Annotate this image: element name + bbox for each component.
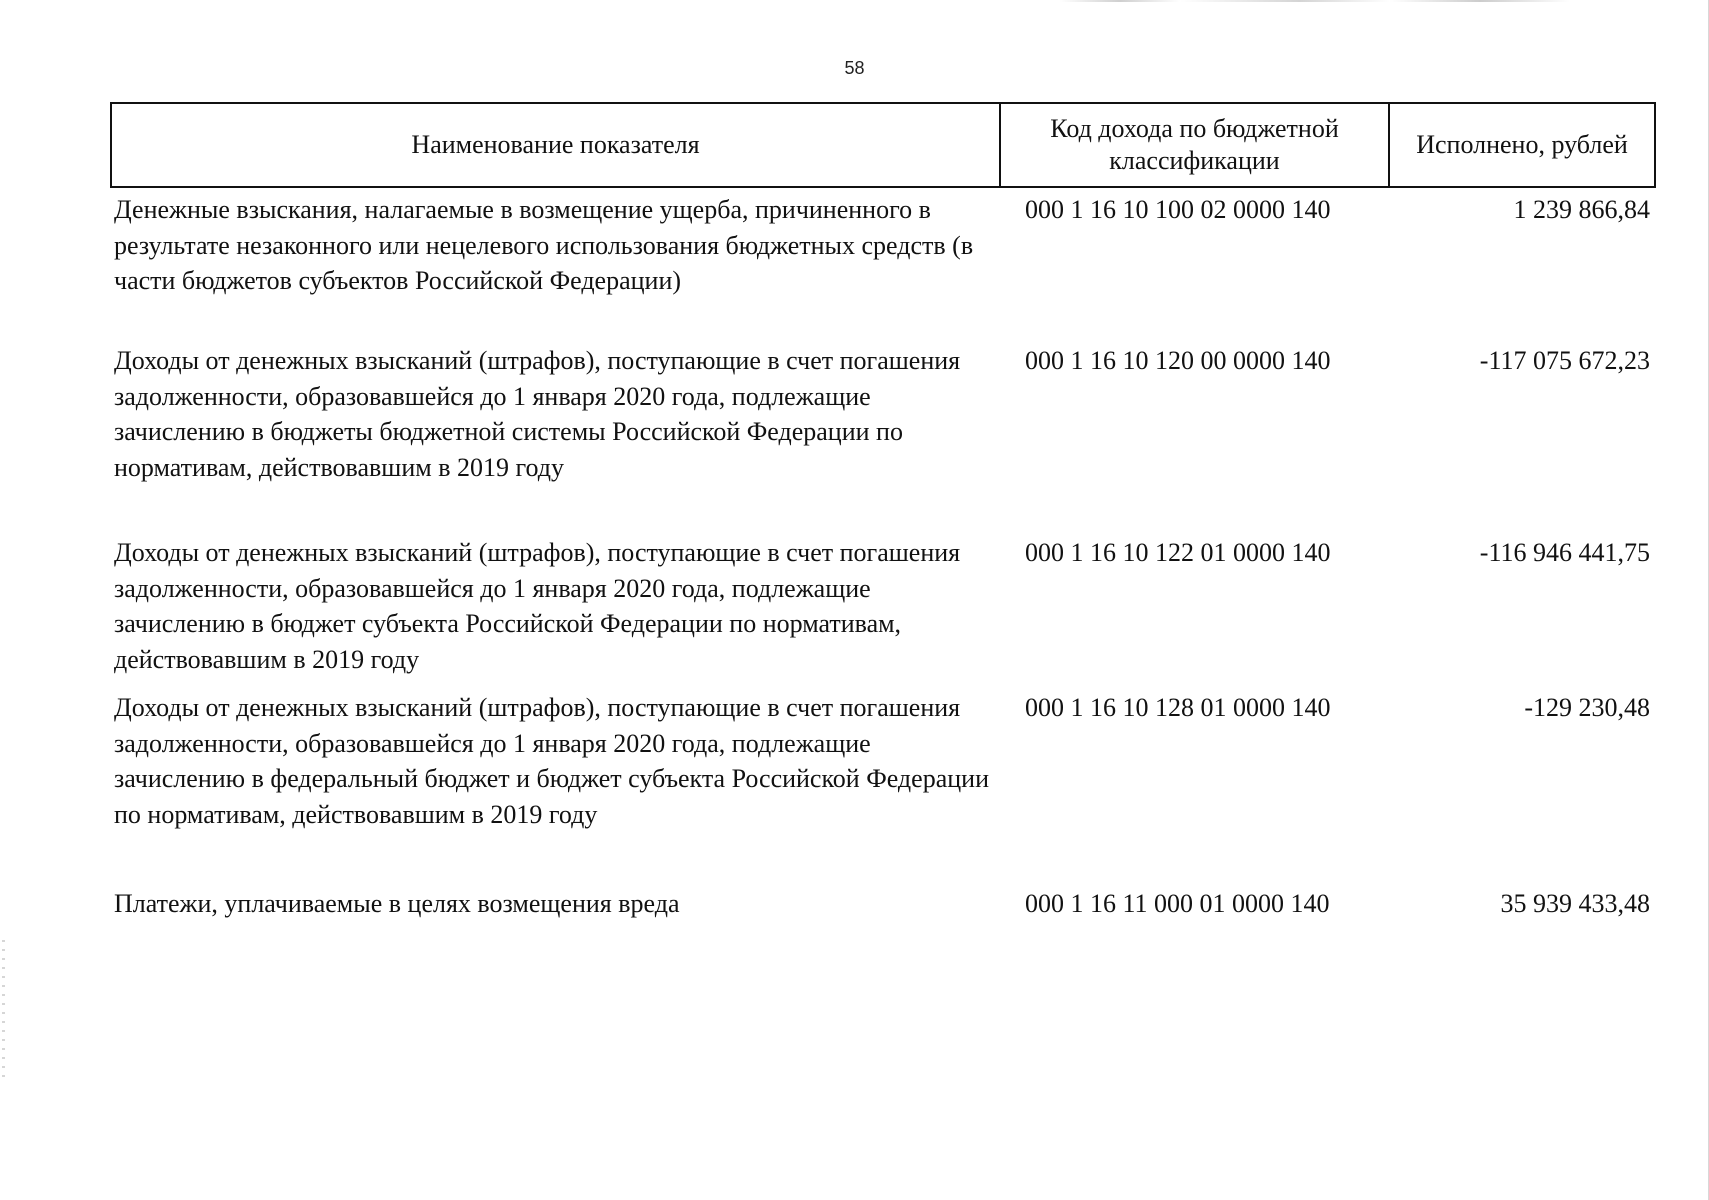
table-row [110, 192, 1656, 299]
row-executed: 1 239 866,84 [1513, 195, 1650, 224]
row-name: Доходы от денежных взысканий (штрафов), поступающие в счет погашения задолженности, образовавшейся до 1 января 2020 года, подлежащие зачислению в федеральный бюджет и бюджет субъекта Российской Федерации по нормативам, действовавшим в 2019 году [114, 693, 989, 829]
row-name: Платежи, уплачиваемые в целях возмещения вреда [114, 889, 680, 918]
row-executed: -117 075 672,23 [1479, 346, 1650, 375]
table-row [110, 690, 1656, 832]
header-code: Код дохода по бюджетной классификации [1001, 104, 1390, 186]
row-executed: -129 230,48 [1524, 693, 1650, 722]
row-code: 000 1 16 10 100 02 0000 140 [1025, 195, 1331, 224]
header-executed: Исполнено, рублей [1416, 130, 1628, 159]
row-code: 000 1 16 10 128 01 0000 140 [1025, 693, 1331, 722]
table-row [110, 343, 1656, 485]
row-executed: -116 946 441,75 [1479, 538, 1650, 567]
row-code: 000 1 16 11 000 01 0000 140 [1025, 889, 1330, 918]
table-row [110, 886, 1656, 922]
scan-artifact-left [2, 940, 5, 1080]
row-name: Денежные взыскания, налагаемые в возмещение ущерба, причиненного в результате незаконного или нецелевого использования бюджетных средств (в части бюджетов субъектов Российской Федерации) [114, 195, 974, 295]
row-executed: 35 939 433,48 [1500, 889, 1650, 918]
table-row [110, 535, 1656, 677]
page-number: 58 [844, 58, 865, 78]
row-code: 000 1 16 10 120 00 0000 140 [1025, 346, 1331, 375]
row-name: Доходы от денежных взысканий (штрафов), поступающие в счет погашения задолженности, образовавшейся до 1 января 2020 года, подлежащие зачислению в бюджет субъекта Российской Федерации по нормативам, действовавшим в 2019 году [114, 538, 961, 674]
row-name: Доходы от денежных взысканий (штрафов), поступающие в счет погашения задолженности, образовавшейся до 1 января 2020 года, подлежащие зачислению в бюджеты бюджетной системы Российской Федерации по нормативам, действовавшим в 2019 году [114, 346, 961, 482]
header-name: Наименование показателя [112, 104, 1001, 186]
row-code: 000 1 16 10 122 01 0000 140 [1025, 538, 1331, 567]
scan-artifact-top [1060, 0, 1660, 2]
table-header [110, 102, 1656, 188]
